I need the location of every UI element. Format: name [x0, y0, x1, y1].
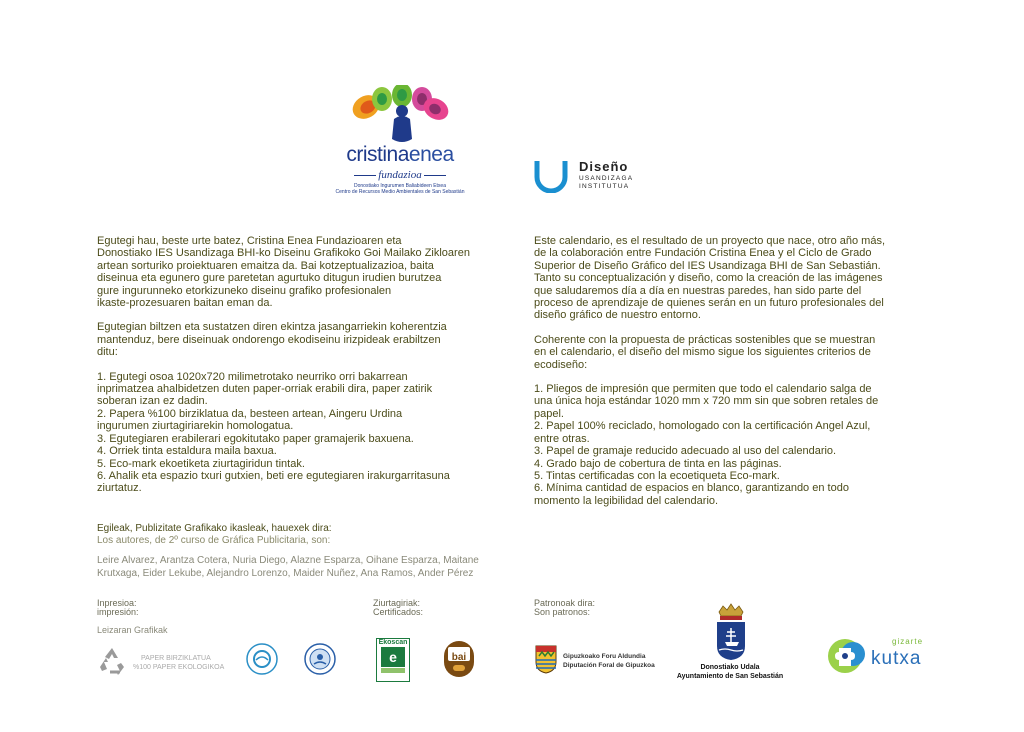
u-shape-icon: [533, 157, 569, 193]
donostia-label-es: Ayuntamiento de San Sebastián: [676, 673, 784, 680]
ekoscan-logo: Ekoscan e: [376, 638, 410, 682]
recycle-icon: [96, 645, 128, 677]
paper-recycled-es: %100 PAPER EKOLOGIKOA: [133, 664, 225, 671]
donostia-label-eu: Donostiako Udala: [700, 664, 760, 671]
kutxa-logo: [827, 636, 937, 678]
basque-intro-paragraph: Egutegi hau, beste urte batez, Cristina Enea Fundazioaren eta Donostiako IES Usandizaga BHI-ko Diseinu Grafikoko Goi Mailako Zikloaren artean sorturiko proiektuaren emaitza da. Bai kotzeptualizazioa, baita diseinua eta egunero gure paretetan agurtuko ditugun irudien burutzea gure ingurunneko etorkizuneko diseinu grafiko profesionalen ikaste-prozesuaren baitan eman da.: [97, 235, 470, 310]
donostia-coat-of-arms-icon: [713, 602, 749, 662]
cristina-wordmark: cristina: [346, 143, 409, 166]
spanish-text-column: [534, 235, 934, 519]
printer-name: Leizaran Grafikak: [97, 625, 168, 635]
certificates-label-eu: Ziurtagiriak:: [373, 598, 421, 608]
certification-seal-icon: [245, 642, 279, 676]
spanish-criteria-paragraph: Coherente con la propuesta de prácticas sostenibles que se muestran en el calendario, el diseño del mismo sigue los siguientes criterios de ecodiseño:: [534, 333, 876, 371]
authors-label-eu: Egileak, Publizitate Grafikako ikasleak, hauexek dira:: [97, 523, 332, 534]
kutxa-puzzle-icon: [827, 636, 867, 676]
patrons-label-es: Son patronos:: [534, 607, 591, 617]
spanish-intro-paragraph: Este calendario, es el resultado de un proyecto que nace, otro año más, de la colaboración entre Fundación Cristina Enea y el Ciclo de Grado Superior de Diseño Gráfico del IES Usandizaga BHI de San Sebastián. Tanto su conceptualización y diseño, como la creación de las imágenes que saludaremos día a día en nuestras paredes, han sido parte del proceso de aprendizaje de quienes serán en un futuro profesionales del diseño gráfico de nuestro entorno.: [534, 235, 885, 322]
print-label-eu: Inpresioa:: [97, 598, 137, 608]
cristina-tagline-2: Centro de Recursos Medio Ambientales de San Sebastián: [335, 189, 465, 195]
kutxa-wordmark: kutxa: [871, 648, 922, 669]
gipuzkoa-label-eu: Gipuzkoako Foru Aldundia: [563, 653, 646, 660]
authors-names: Leire Alvarez, Arantza Cotera, Nuria Diego, Alazne Esparza, Oihane Esparza, Maitane Krutxaga, Eider Lekube, Alejandro Lorenzo, Maider Nuñez, Ana Ramos, Ander Pérez: [97, 555, 479, 579]
blue-angel-icon: [303, 642, 337, 676]
bai-logo: [444, 641, 474, 677]
peacock-icon: [330, 85, 470, 145]
certificates-label-es: Certificados:: [373, 607, 424, 617]
basque-criteria-list: 1. Egutegi osoa 1020x720 milimetrotako neurriko orri bakarrean inprimatzea ahalbidetzen duten paper-orriak erabili dira, paper zatirik soberan izan ez dadin. 2. Papera %100 birziklatua da, besteen artean, Aingeru Urdina ingurumen ziurtagiriarekin homologatua. 3. Egutegiaren erabilerari egokitutako paper gramajerik baxuena. 4. Orriek tinta estaldura maila baxua. 5. Eco-mark ekoetiketa ziurtagiridun tintak. 6. Ahalik eta espazio txuri gutxien, beti ere egutegiaren irakurgarritasuna ziurtatuz.: [97, 370, 450, 495]
diseno-line2: INSTITUTUA: [579, 183, 630, 190]
print-label-es: impresión:: [97, 607, 139, 617]
enea-wordmark: enea: [408, 143, 454, 166]
gipuzkoa-shield-icon: [534, 644, 558, 674]
authors-label-es: Los autores, de 2º curso de Gráfica Publicitaria, son:: [97, 535, 331, 546]
diseno-line1: USANDIZAGA: [579, 175, 634, 182]
paper-recycled-eu: PAPER BIRZIKLATUA: [141, 655, 211, 662]
bai-label: bai: [451, 652, 467, 663]
fundazioa-wordmark: fundazioa: [378, 169, 422, 181]
diseno-logo: [533, 157, 643, 193]
ekoscan-label: Ekoscan: [378, 639, 408, 646]
spanish-criteria-list: 1. Pliegos de impresión que permiten que todo el calendario salga de una única hoja estándar 1020 mm x 720 mm sin que sobren retales de papel. 2. Papel 100% reciclado, homologado con la certificación Angel Azul, entre otras. 3. Papel de gramaje reducido adecuado al uso del calendario. 4. Grado bajo de cobertura de tinta en las páginas. 5. Tintas certificadas con la ecoetiqueta Eco-mark. 6. Mínima cantidad de espacios en blanco, garantizando en todo momento la legibilidad del calendario.: [534, 383, 879, 507]
basque-text-column: [97, 235, 497, 507]
gipuzkoa-label-es: Diputación Foral de Gipuzkoa: [563, 662, 655, 669]
kutxa-gizarte: gizarte: [892, 637, 924, 646]
cristina-tagline-1: Donostiako Ingurumen Baliabideen Etxea: [353, 183, 446, 189]
patrons-label-eu: Patronoak dira:: [534, 598, 596, 608]
basque-criteria-paragraph: Egutegian biltzen eta sustatzen diren ekintza jasangarriekin koherentzia mantenduz, bere diseinuak ondorengo ekodiseinu irizpideak erabiltzen ditu:: [97, 321, 447, 359]
diseno-title: Diseño: [579, 159, 629, 174]
